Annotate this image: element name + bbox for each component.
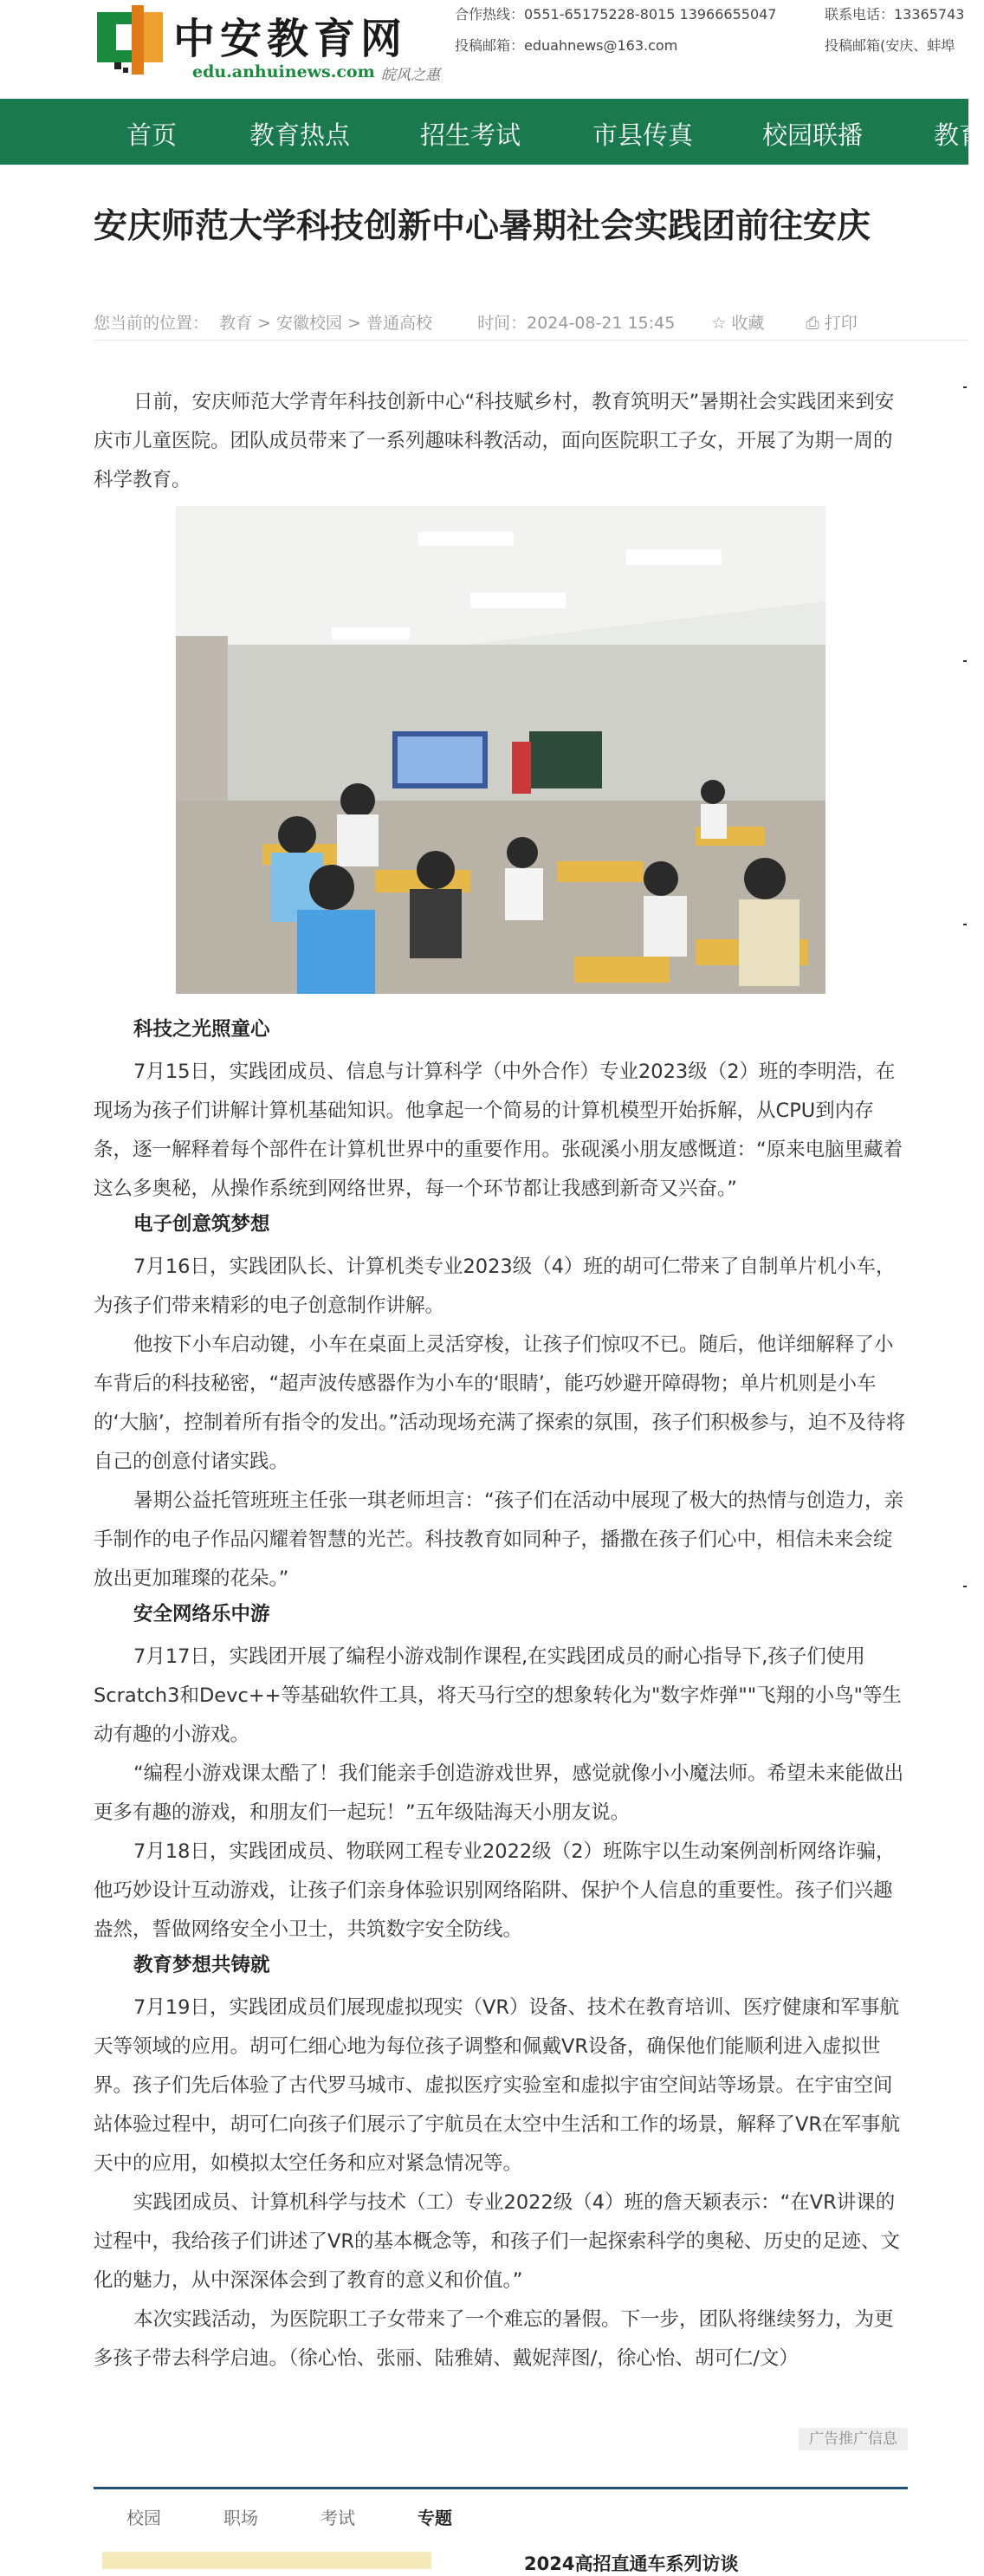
section-heading-3: 安全网络乐中游 [133,1603,270,1625]
section-heading-2: 电子创意筑梦想 [133,1213,270,1236]
contact-phone-text: 联系电话：13365743 [825,6,965,23]
logo-slogan: 皖风之惠 [381,67,440,84]
nav-item-campus[interactable]: 校园联播 [762,120,864,150]
hotline-text: 合作热线：0551-65175228-8015 13966655047 [455,6,777,23]
tab-topic[interactable]: 专题 [418,2508,452,2528]
nav-item-exam[interactable]: 招生考试 [420,120,521,150]
edge-mark [963,1586,967,1587]
article-paragraph: “编程小游戏课太酷了！我们能亲手创造游戏世界，感觉就像小小魔法师。希望未来能做出更多有趣的游戏，和朋友们一起玩！”五年级陆海天小朋友说。 [94,1762,904,1824]
edge-mark [963,386,967,388]
article-title: 安庆师范大学科技创新中心暑期社会实践团前往安庆 [94,207,871,246]
article-paragraph: 本次实践活动，为医院职工子女带来了一个难忘的暑假。下一步，团队将继续努力，为更多孩子带去科学启迪。（徐心怡、张丽、陆雅婧、戴妮萍图/，徐心怡、胡可仁/文） [94,2308,894,2370]
publish-time: 时间：2024-08-21 15:45 [477,314,676,333]
nav-item-edu[interactable]: 教育 [934,120,984,150]
print-link[interactable]: 打印 [824,314,858,333]
nav-item-hot[interactable]: 教育热点 [249,120,351,150]
article-paragraph: 暑期公益托管班班主任张一琪老师坦言：“孩子们在活动中展现了极大的热情与创造力，亲手制作的电子作品闪耀着智慧的光芒。科技教育如同种子，播撒在孩子们心中，相信未来会绽放出更加璀璨的花朵。” [94,1489,904,1590]
section-heading-1: 科技之光照童心 [133,1018,270,1041]
article-photo [176,506,825,994]
submit-email-text: 投稿邮箱：eduahnews@163.com [455,37,678,54]
location-label: 您当前的位置： [94,314,210,333]
topic-thumbnail[interactable] [102,2552,431,2569]
edge-mark [963,924,967,925]
article-paragraph: 7月18日，实践团成员、物联网工程专业2022级（2）班陈宇以生动案例剖析网络诈骗，他巧妙设计互动游戏，让孩子们亲身体验识别网络陷阱、保护个人信息的重要性。孩子们兴趣盎然，誓做网络安全小卫士，共筑数字安全防线。 [94,1840,896,1941]
section-heading-4: 教育梦想共铸就 [133,1954,270,1976]
tab-exam[interactable]: 考试 [320,2508,355,2528]
star-icon[interactable]: ☆ [711,314,727,333]
main-nav [0,99,984,165]
article-paragraph: 7月17日，实践团开展了编程小游戏制作课程,在实践团成员的耐心指导下,孩子们使用Scratch3和Devc++等基础软件工具，将天马行空的想象转化为"数字炸弹""飞翔的小鸟"等生动有趣的小游戏。 [94,1645,902,1746]
edge-mark [963,660,967,662]
topic-title-link[interactable]: 2024高招直通车系列访谈 [524,2553,739,2574]
article-paragraph: 实践团成员、计算机科学与技术（工）专业2022级（4）班的詹天颖表示：“在VR讲课的过程中，我给孩子们讲述了VR的基本概念等，和孩子们一起探索科学的奥秘、历史的足迹、文化的魅力，从中深深体会到了教育的意义和价值。” [94,2191,901,2292]
breadcrumb[interactable]: 教育 > 安徽校园 > 普通高校 [219,314,433,333]
tab-career[interactable]: 职场 [223,2508,258,2528]
article-paragraph: 7月15日，实践团成员、信息与计算科学（中外合作）专业2023级（2）班的李明浩，在现场为孩子们讲解计算机基础知识。他拿起一个简易的计算机模型开始拆解，从CPU到内存条，逐一解释着每个部件在计算机世界中的重要作用。张砚溪小朋友感慨道：“原来电脑里藏着这么多奥秘，从操作系统到网络世界，每一个环节都让我感到新奇又兴奋。” [94,1061,903,1200]
nav-item-county[interactable]: 市县传真 [592,120,694,150]
article-paragraph: 他按下小车启动键，小车在桌面上灵活穿梭，让孩子们惊叹不已。随后，他详细解释了小车背后的科技秘密，“超声波传感器作为小车的‘眼睛’，能巧妙避开障碍物；单片机则是小车的‘大脑’，控制着所有指令的发出。”活动现场充满了探索的氛围，孩子们积极参与，迫不及待将自己的创意付诸实践。 [94,1333,906,1473]
site-header [0,0,968,99]
article-paragraph: 7月19日，实践团成员们展现虚拟现实（VR）设备、技术在教育培训、医疗健康和军事航天等领域的应用。胡可仁细心地为每位孩子调整和佩戴VR设备，确保他们能顺利进入虚拟世界。孩子们先后体验了古代罗马城市、虚拟医疗实验室和虚拟宇宙空间站等场景。在宇宙空间站体验过程中，胡可仁向孩子们展示了宇航员在太空中生活和工作的场景，解释了VR在军事航天中的应用，如模拟太空任务和应对紧急情况等。 [94,1996,901,2175]
nav-item-home[interactable]: 首页 [126,120,178,150]
tab-campus[interactable]: 校园 [126,2508,161,2528]
article-paragraph: 7月16日，实践团队长、计算机类专业2023级（4）班的胡可仁带来了自制单片机小车，为孩子们带来精彩的电子创意制作讲解。 [94,1256,896,1317]
article-meta [94,310,863,334]
classroom-photo-illustration [176,506,825,994]
ad-label[interactable]: 广告推广信息 [799,2428,908,2450]
favorite-link[interactable]: 收藏 [731,314,765,333]
article-paragraph-intro: 日前，安庆师范大学青年科技创新中心“科技赋乡村，教育筑明天”暑期社会实践团来到安庆市儿童医院。团队成员带来了一系列趣味科教活动，面向医院职工子女，开展了为期一周的科学教育。 [94,391,895,491]
submit-local-text: 投稿邮箱(安庆、蚌埠 [825,37,955,54]
logo-text: 中安教育网 [173,15,408,63]
logo-url: edu.anhuinews.com [192,62,375,81]
print-icon[interactable]: ⎙ [806,314,819,333]
meta-divider [94,340,968,341]
bottom-divider [94,2487,908,2489]
